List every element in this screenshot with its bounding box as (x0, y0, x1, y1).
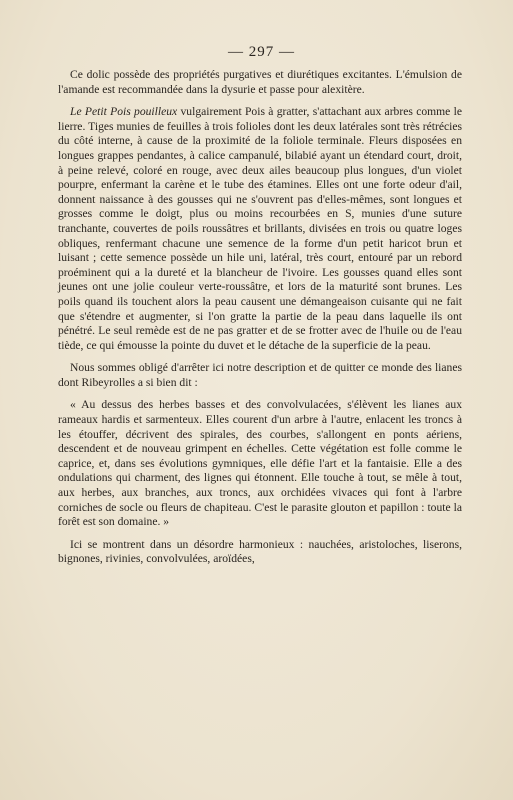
species-description: vulgairement Pois à gratter, s'attachant aux arbres comme le lierre. Tiges munies de feuilles à trois folioles dont les deux latérales sont très rétrécies du côté interne, à cause de la proximité de la foliole terminale. Fleurs disposées en longues grappes pendantes, à calice campanulé, bilabié ayant un étendard court, droit, à peine relevé, coloré en rouge, avec deux ailes beaucoup plus longues, d'un violet pourpre, enfermant la carène et le tube des étamines. Elles ont une forte odeur d'ail, donnent naissance à des gousses qui ne s'ouvrent pas d'elles-mêmes, sont longues et grosses comme le doigt, plus ou moins recourbées en S, munies d'une suture tranchante, couvertes de poils roussâtres et brillants, divisées en trois ou quatre loges obliques, renfermant chacune une semence de la forme d'un petit haricot brun et luisant ; cette semence possède un hile uni, latéral, très court, entouré par un rebord proéminent qui a la dureté et la blancheur de l'ivoire. Les gousses quand elles sont jeunes ont une jolie couleur verte-roussâtre, et lors de la maturité sont brunes. Les poils quand ils touchent alors la peau causent une démangeaison cuisante qui ne fait que s'étendre et augmenter, si l'on gratte la partie de la peau dans laquelle ils ont pénétré. Le seul remède est de ne pas gratter et de se frotter avec de l'huile ou de l'eau tiède, ce qui émousse la pointe du duvet et le détache de la superficie de la peau. (58, 105, 462, 352)
paragraph-enumeration: Ici se montrent dans un désordre harmonieux : nauchées, aristoloches, liserons, bignones, rivinies, convolvulées, aroïdées, (58, 537, 462, 566)
paragraph-dolic-properties: Ce dolic possède des propriétés purgatives et diurétiques excitantes. L'émulsion de l'amande est recommandée dans la dysurie et passe pour alexitère. (58, 68, 462, 96)
species-name: Le Petit Pois pouilleux (70, 105, 178, 119)
page-number: — 297 — (228, 44, 295, 60)
body-text (58, 68, 462, 575)
paragraph-ribeyrolles-quote: « Au dessus des herbes basses et des convolvulacées, s'élèvent les lianes aux rameaux hardis et sarmenteux. Elles courent d'un arbre à l'autre, enlacent les troncs à les étouffer, décrivent des spirales, des courbes, s'allongent en ponts aériens, descendent et de nouveau grimpent en échelles. Cette végétation est folle comme le caprice, et, dans ses évolutions gymniques, elle défie l'art et la fantaisie. Elle a des ondulations qui charment, des lignes qui étonnent. Elle touche à tout, se mêle à tout, aux herbes, aux branches, aux troncs, aux orchidées vivaces qui font à l'arbre corniches de socle ou fleurs de chapiteau. C'est le parasite glouton et papillon : toute la forêt est son domaine. » (58, 398, 462, 529)
paragraph-petit-pois-pouilleux (58, 105, 462, 353)
paragraph-transition: Nous sommes obligé d'arrêter ici notre description et de quitter ce monde des lianes dont Ribeyrolles a si bien dit : (58, 361, 462, 389)
